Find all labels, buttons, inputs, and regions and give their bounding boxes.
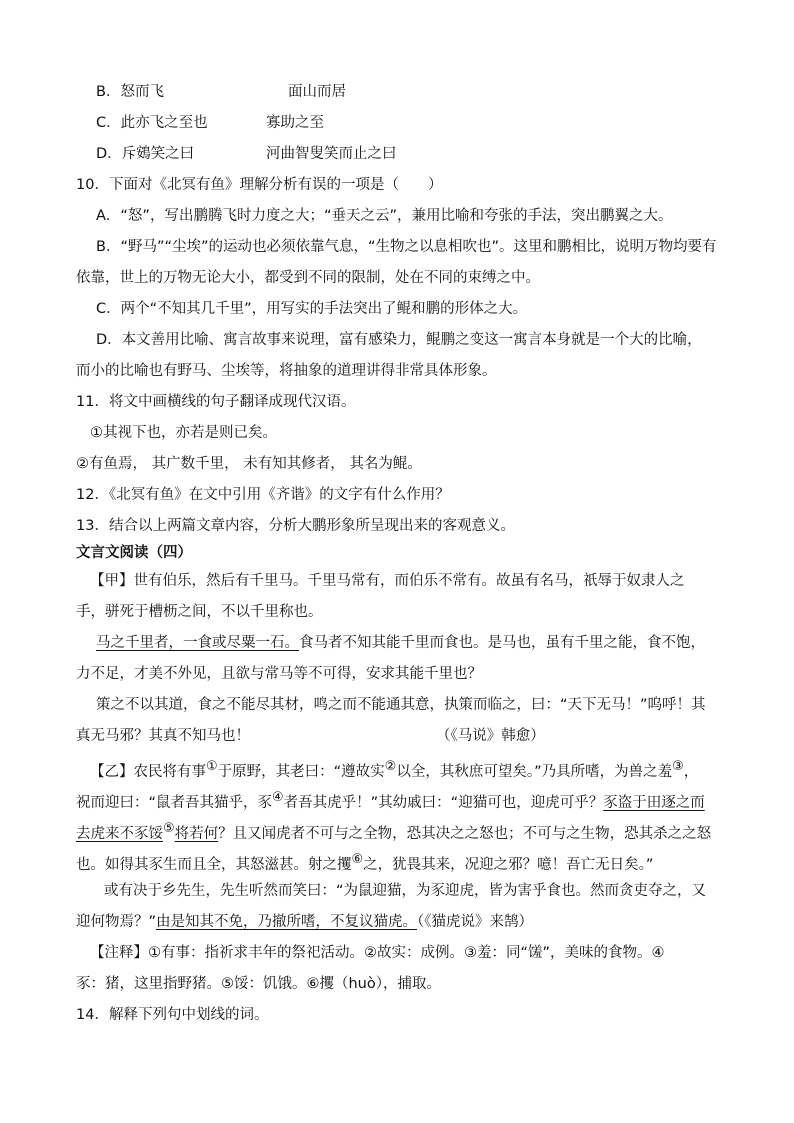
underlined-sentence: 将若何 [174, 825, 219, 842]
passage-text: ？且又闻虎者不可与之全物，恐其决之之怒也；不可与之生物，恐其杀之之怒 [218, 825, 712, 842]
question-12: 12．《北冥有鱼》在文中引用《齐谐》的文字有什么作用？ [76, 487, 450, 503]
question-11-sentence-2: ②有鱼焉， 其广数千里， 未有知其修者， 其名为鲲。 [76, 456, 422, 472]
question-11-stem: 11．将文中画横线的句子翻译成现代汉语。 [76, 394, 356, 410]
option-b-left: B．怒而飞 [96, 84, 164, 100]
note-marker: ⑥ [351, 852, 364, 867]
question-13: 13．结合以上两篇文章内容，分析大鹏形象所呈现出来的客观意义。 [76, 518, 515, 534]
question-10-option-c: C．两个“不知其几千里”，用写实的手法突出了鲲和鹏的形体之大。 [96, 301, 528, 317]
passage-text: 也。如得其豕生而且全，其怒滋甚。射之攫 [76, 856, 352, 873]
note-marker: ⑤ [163, 821, 175, 836]
passage-text: 于原野，其老曰：“遵故实 [217, 763, 385, 780]
option-d-right: 河曲智叟笑而止之曰 [266, 146, 397, 162]
question-10-option-d-line1: D．本文善用比喻、寓言故事来说理，富有感染力，鲲鹏之变这一寓言本身就是一个大的比喻， [96, 332, 702, 348]
option-c-right: 寡助之至 [266, 115, 324, 131]
question-10-option-b-line1: B．“野马”“尘埃”的运动也必须依靠气息，“生物之以息相吹也”。这里和鹏相比，说明万物均要有 [96, 239, 717, 255]
passage-text: 祝而迎曰：“鼠者吾其猫乎，豕 [76, 794, 273, 811]
question-10-stem: 10．下面对《北冥有鱼》理解分析有误的一项是（ ） [76, 177, 443, 193]
passage-yi-line6 [76, 912, 533, 932]
passage-jia-p1-line1: 【甲】世有伯乐，然后有千里马。千里马常有，而伯乐不常有。故虽有名马，祇辱于奴隶人之 [90, 573, 685, 589]
passage-yi-line1 [90, 757, 698, 782]
passage-text: 之，犹畏其来，况迎之邪？噫！吾亡无日矣。” [363, 856, 654, 873]
passage-jia-p3-line1: 策之不以其道，食之不能尽其材，鸣之而不能通其意，执策而临之，曰：“天下无马！”呜呼！其 [96, 697, 706, 713]
question-11-sentence-1: ①其视下也，亦若是则已矣。 [90, 425, 277, 441]
passage-jia-p1-line2: 手，骈死于槽枥之间，不以千里称也。 [76, 604, 323, 620]
passage-source: （《猫虎说》来鹄） [417, 914, 534, 930]
notes-line2: 豕：猪，这里指野猪。⑤馁：饥饿。⑥攫（huò），捕取。 [76, 976, 441, 992]
passage-text: ， [683, 763, 699, 780]
passage-jia-p2-line2: 力不足，才美不外见，且欲与常马等不可得，安求其能千里也？ [76, 666, 482, 682]
question-10-option-a: A．“怒”，写出鹏腾飞时力度之大；“垂天之云”，兼用比喻和夸张的手法，突出鹏翼之大。 [96, 208, 673, 224]
passage-yi-line3 [76, 819, 711, 844]
note-marker: ④ [272, 790, 284, 805]
option-c-left: C．此亦飞之至也 [96, 115, 208, 131]
question-10-option-d-line2: 而小的比喻也有野马、尘埃等，将抽象的道理讲得非常具体形象。 [76, 363, 497, 379]
option-b-right: 面山而居 [288, 84, 346, 100]
question-14: 14．解释下列句中划线的词。 [76, 1007, 269, 1023]
passage-jia-p3-line2: 真无马邪？其真不知马也！ [76, 728, 250, 744]
underlined-sentence: 豕盗于田逐之而 [603, 794, 705, 811]
passage-yi-line4 [76, 850, 653, 875]
underlined-sentence: 由是知其不免，乃撤所嗜，不复议猫虎。 [156, 914, 418, 930]
underlined-sentence: 马之千里者，一食或尽粟一石。 [96, 635, 299, 651]
notes-line1: 【注释】①有事：指祈求丰年的祭祀活动。②故实：成例。③羞：同“馐”，美味的食物。④ [90, 945, 665, 961]
option-d-left: D．斥鴳笑之曰 [96, 146, 195, 162]
passage-text: 者吾其虎乎！”其幼戚曰：“迎猫可也，迎虎可乎？ [283, 794, 604, 811]
note-marker: ① [206, 759, 218, 774]
passage-jia-p2-line1 [96, 633, 705, 653]
passage-text: 【乙】农民将有事 [90, 763, 206, 780]
passage-text: 以全，其秋庶可望矣。”乃具所嗜，为兽之羞 [396, 763, 673, 780]
note-marker: ② [384, 759, 397, 774]
passage-text: 迎何物焉？” [76, 914, 157, 930]
passage-text: 食马者不知其能千里而食也。是马也，虽有千里之能，食不饱， [299, 635, 705, 651]
section-title: 文言文阅读（四） [76, 545, 192, 561]
question-10-option-b-line2: 依靠，世上的万物无论大小，都受到不同的限制，处在不同的束缚之中。 [76, 270, 540, 286]
passage-yi-line5: 或有决于乡先生，先生听然而笑曰：“为鼠迎猫，为豕迎虎，皆为害乎食也。然而贪吏夺之，又 [104, 883, 707, 899]
underlined-sentence: 去虎来不豕馁 [76, 825, 163, 842]
note-marker: ③ [672, 759, 684, 774]
passage-jia-source: （《马说》韩愈） [436, 728, 545, 744]
passage-yi-line2 [76, 788, 705, 813]
